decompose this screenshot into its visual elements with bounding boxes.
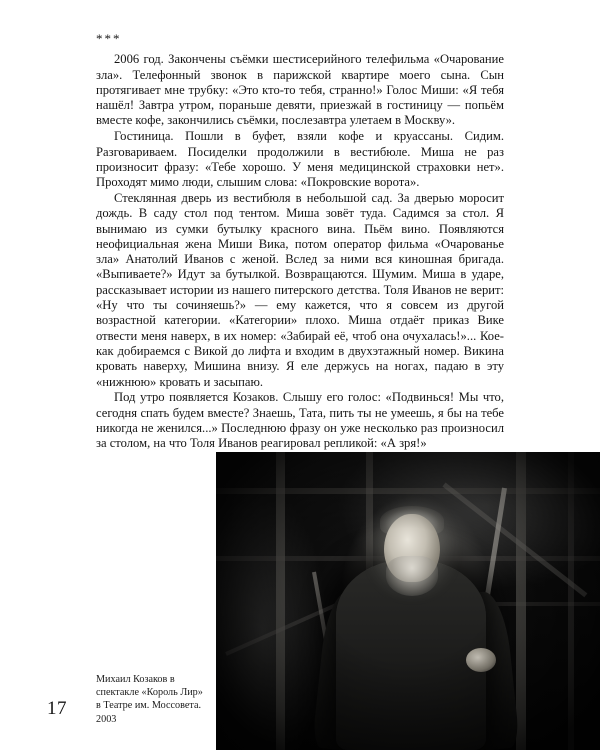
actor-hand <box>466 648 496 672</box>
actor-beard <box>386 556 438 596</box>
scaffold-beam <box>568 452 574 750</box>
text-column <box>96 32 504 452</box>
paragraph: Гостиница. Пошли в буфет, взяли кофе и круассаны. Сидим. Разговариваем. Посиделки продолжили в вестибюле. Миша не раз произносит фразу: «Тебе хорошо. У меня медицинской страховки нет». Проходят мимо люди, слышим слова: «Покровские ворота». <box>96 129 504 190</box>
stage-photograph <box>216 452 600 750</box>
photo-caption: Михаил Козаков в спектакле «Король Лир» в Театре им. Моссовета. 2003 <box>96 674 203 725</box>
page-number: 17 <box>47 698 67 719</box>
scaffold-beam <box>366 452 373 572</box>
paragraph: 2006 год. Закончены съёмки шестисерийного телефильма «Очарование зла». Телефонный звонок в парижской квартире моего сына. Сын протягивает мне трубку: «Это кто-то тебя, странно!» Голос Миши: «Я тебя нашёл! Завтра утром, пораньше девяти, приезжай в гостиницу — попьём вместе кофе, закончились съёмки, послезавтра улетаем в Москву». <box>96 52 504 128</box>
photo-background <box>216 452 600 750</box>
scaffold-beam <box>516 452 526 750</box>
scaffold-beam <box>276 452 285 750</box>
scaffold-beam <box>216 488 600 494</box>
section-divider: *** <box>96 31 122 46</box>
paragraph: Стеклянная дверь из вестибюля в небольшой сад. За дверью моросит дождь. В саду стол под тентом. Миша зовёт туда. Садимся за стол. Я вынимаю из сумки бутылку красного вина. Пьём вино. Появляются неофициальная жена Миши Вика, потом оператор фильма «Очарованье зла» Анатолий Иванов с женой. Вслед за ними вся киношная бригада. «Выпиваете?» Идут за бутылкой. Возвращаются. Шумим. Миша в ударе, рассказывает истории из нашего питерского детства. Толя Иванов не верит: «Ну что ты сочиняешь?» — ему кажется, что я совсем из другой возрастной категории. «Категории» плохо. Миша отдаёт приказ Вике отвести меня наверх, в их номер: «Забирай её, чтоб она очухалась!»... Кое-как добираемся с Викой до лифта и входим в двухэтажный номер. Викина кровать наверху, Мишина внизу. Я еле держусь на ногах, падаю в эту «нижнюю» кровать и засыпаю. <box>96 190 504 389</box>
paragraph: Под утро появляется Козаков. Слышу его голос: «Подвинься! Мы что, сегодня спать будем вместе? Знаешь, Тата, пить ты не умеешь, я бы на тебе никогда не женился...» Последнюю фразу он уже несколько раз произносил за столом, на что Толя Иванов реагировал репликой: «А зря!» <box>96 390 504 451</box>
